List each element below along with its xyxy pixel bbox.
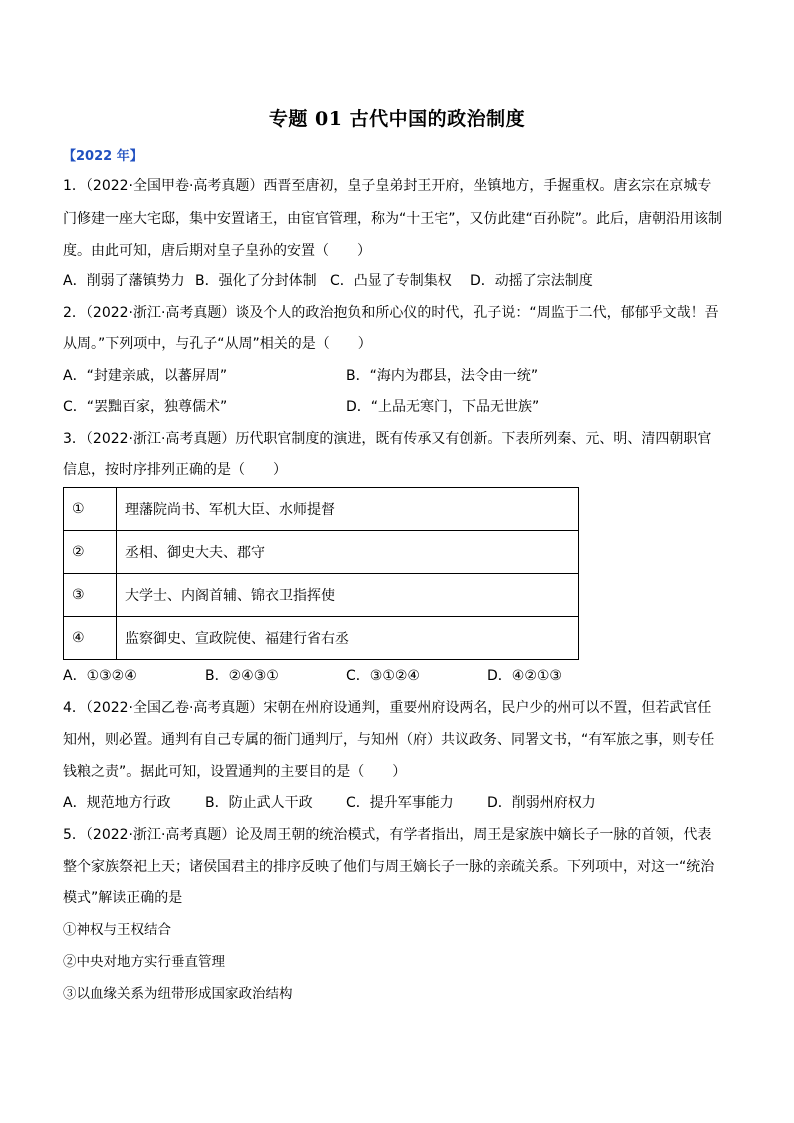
- q5-item: ①神权与王权结合: [63, 922, 171, 938]
- q1-option-b: B．强化了分封体制: [195, 273, 317, 289]
- table-row: [64, 617, 579, 660]
- page-title: 专题 01 古代中国的政治制度: [268, 108, 526, 130]
- q1-line: 度。由此可知，唐后期对皇子皇孙的安置（ ）: [63, 243, 371, 259]
- q3-line: 3．（2022·浙江·高考真题）历代职官制度的演进，既有传承又有创新。下表所列秦、元、明、清四朝职官: [63, 431, 712, 447]
- table-cell-number: ③: [64, 574, 117, 617]
- q4-option-d: D．削弱州府权力: [487, 795, 596, 811]
- q4-line: 4．（2022·全国乙卷·高考真题）宋朝在州府设通判，重要州府设两名，民户少的州可以不置，但若武官任: [63, 700, 712, 716]
- q1-line: 门修建一座大宅邸，集中安置诸王，由宦官管理，称为“十王宅”，又仿此建“百孙院”。此后，唐朝沿用该制: [63, 211, 723, 227]
- table-cell-text: 监察御史、宣政院使、福建行省右丞: [117, 617, 579, 660]
- q1-line: 1．（2022·全国甲卷·高考真题）西晋至唐初，皇子皇弟封王开府，坐镇地方，手握重权。唐玄宗在京城专: [63, 178, 712, 194]
- q3-option-a: A．①③②④: [63, 668, 137, 684]
- q4-option-b: B．防止武人干政: [205, 795, 313, 811]
- q2-option-a: A．“封建亲戚，以蕃屏周”: [63, 368, 228, 384]
- q3-option-b: B．②④③①: [205, 668, 279, 684]
- q1-option-a: A．削弱了藩镇势力: [63, 273, 185, 289]
- table-cell-text: 大学士、内阁首辅、锦衣卫指挥使: [117, 574, 579, 617]
- table-cell-number: ②: [64, 531, 117, 574]
- q2-option-c: C．“罢黜百家，独尊儒术”: [63, 399, 228, 415]
- table-cell-number: ①: [64, 488, 117, 531]
- q3-option-d: D．④②①③: [487, 668, 562, 684]
- q5-line: 模式”解读正确的是: [63, 890, 183, 906]
- q4-line: 知州，则必置。通判有自己专属的衙门通判厅，与知州（府）共议政务、同署文书，“有军旅之事，则专任: [63, 732, 715, 748]
- q2-option-d: D．“上品无寒门，下品无世族”: [346, 399, 540, 415]
- table-row: [64, 531, 579, 574]
- q2-line: 2．（2022·浙江·高考真题）谈及个人的政治抱负和所心仪的时代，孔子说：“周监于二代，郁郁乎文哉！吾: [63, 305, 719, 321]
- q4-line: 钱粮之责”。据此可知，设置通判的主要目的是（ ）: [63, 764, 407, 780]
- office-table: [63, 487, 579, 660]
- q2-option-b: B．“海内为郡县，法令由一统”: [346, 368, 539, 384]
- q3-option-c: C．③①②④: [346, 668, 420, 684]
- table-row: [64, 488, 579, 531]
- table-cell-text: 理藩院尚书、军机大臣、水师提督: [117, 488, 579, 531]
- table-cell-text: 丞相、御史大夫、郡守: [117, 531, 579, 574]
- q1-option-d: D．动摇了宗法制度: [470, 273, 593, 289]
- q5-item: ②中央对地方实行垂直管理: [63, 954, 225, 970]
- table-row: [64, 574, 579, 617]
- section-tag: 【2022 年】: [63, 149, 143, 164]
- q5-item: ③以血缘关系为纽带形成国家政治结构: [63, 986, 293, 1002]
- q5-line: 整个家族祭祀上天；诸侯国君主的排序反映了他们与周王嫡长子一脉的亲疏关系。下列项中，对这一“统治: [63, 859, 715, 875]
- q4-option-a: A．规范地方行政: [63, 795, 171, 811]
- table-cell-number: ④: [64, 617, 117, 660]
- q5-line: 5．（2022·浙江·高考真题）论及周王朝的统治模式，有学者指出，周王是家族中嫡长子一脉的首领，代表: [63, 827, 712, 843]
- q4-option-c: C．提升军事能力: [346, 795, 454, 811]
- q3-line: 信息，按时序排列正确的是（ ）: [63, 462, 287, 478]
- q1-option-c: C．凸显了专制集权: [330, 273, 452, 289]
- q2-line: 从周。”下列项中，与孔子“从周”相关的是（ ）: [63, 336, 372, 352]
